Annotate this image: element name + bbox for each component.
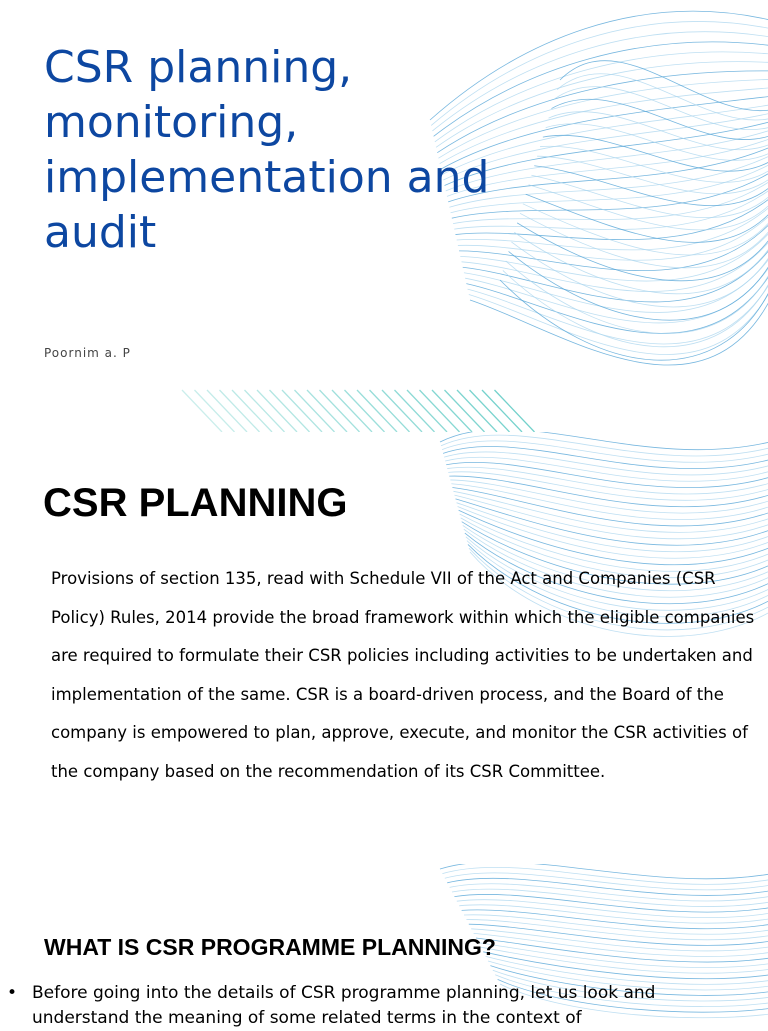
programme-planning-heading: WHAT IS CSR PROGRAMME PLANNING? — [44, 934, 496, 960]
presentation-title: CSR planning, monitoring, implementation and audit — [44, 42, 490, 258]
bullet-dot-icon: • — [7, 983, 18, 1003]
bullet-text: Before going into the details of CSR programme planning, let us look and understand the meaning of some related terms in the context of — [32, 983, 656, 1028]
title-slide — [0, 0, 768, 432]
author-name: Poornim a. P — [44, 346, 131, 360]
csr-planning-heading: CSR PLANNING — [43, 481, 348, 525]
csr-planning-paragraph: Provisions of section 135, read with Schedule VII of the Act and Companies (CSR Policy) Rules, 2014 provide the broad framework within which the eligible companies are required to formulate their CSR policies including activities to be undertaken and implementation of the same. CSR is a board-driven process, and the Board of the company is empowered to plan, approve, execute, and monitor the CSR activities of the company based on the recommendation of its CSR Committee. — [51, 569, 755, 781]
